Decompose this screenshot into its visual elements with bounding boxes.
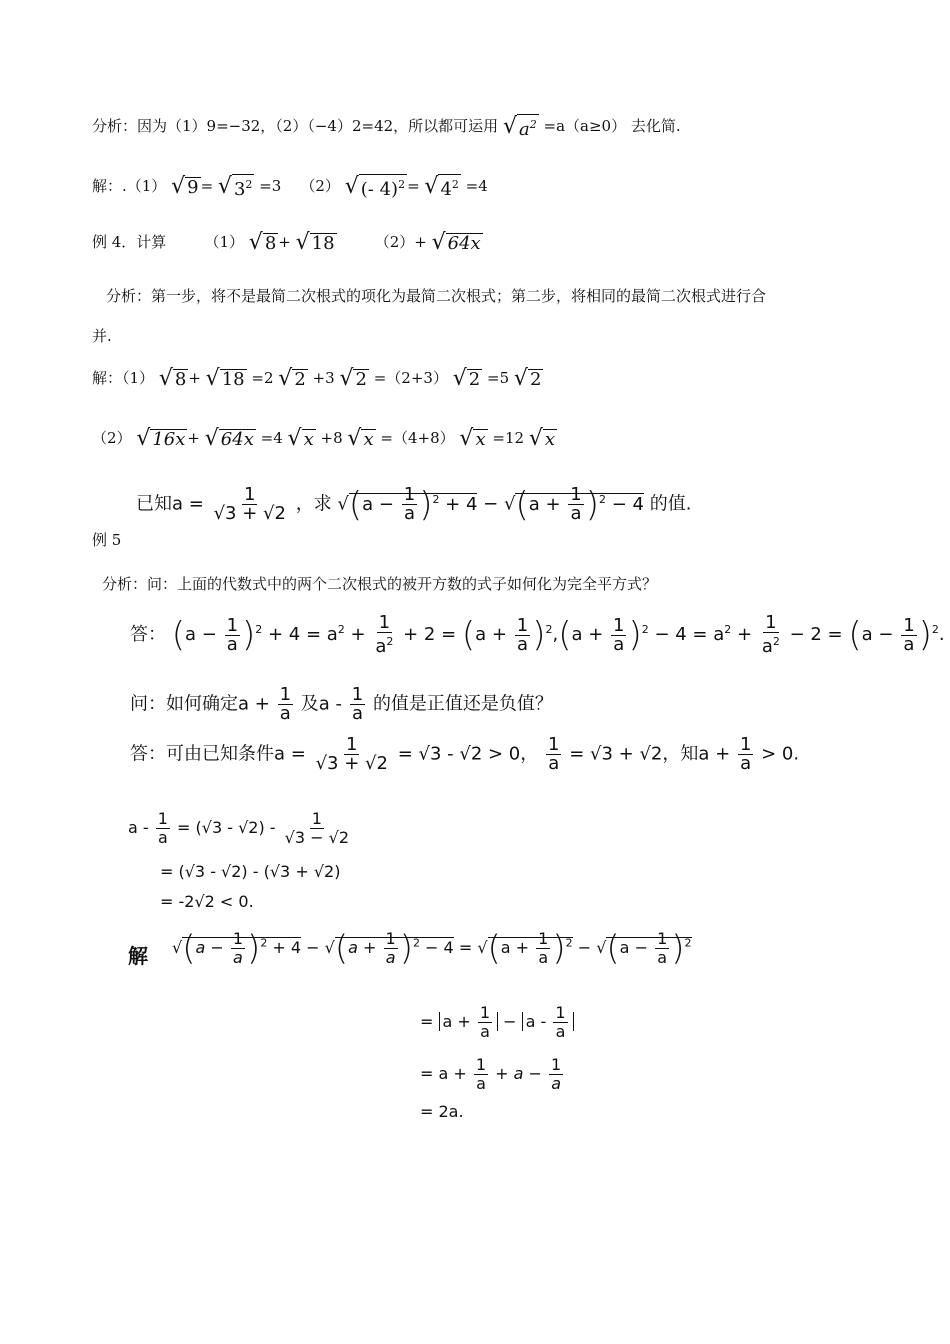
sqrt-x: √ x: [459, 426, 486, 451]
answer-label: 答：: [130, 624, 166, 645]
solution-prefix: （2）: [92, 429, 132, 447]
radical-expression: √(a − $\frac{1}{a}$ )$^2$ + 4 − √(a + $\frac{1}{a}$ )$^2$ − 4: [337, 484, 644, 525]
term: =（4+8）: [380, 429, 455, 447]
sqrt-2: √ 2: [278, 366, 306, 391]
question-2: [130, 686, 553, 723]
sqrt-8: √ 8: [158, 366, 187, 391]
answer-end: > 0.: [761, 743, 800, 765]
answer-label: 答：可由已知条件a =: [130, 743, 306, 765]
sqrt-18: √ 18: [205, 366, 245, 391]
a-frac-3: $\frac{1}{a}$: [739, 734, 752, 774]
derivation-line-1: [128, 810, 353, 847]
ask-text: ，求: [295, 493, 332, 515]
term: =4: [260, 429, 283, 447]
deriv-text: a -: [128, 818, 149, 837]
sqrt-8: √ 8: [248, 230, 277, 255]
term: +8: [320, 429, 343, 447]
solution-4-part-2: （2） √ 16x + √ 64x =4 √ x +8 √ x =（4+8） √ x =12 √ x: [92, 426, 555, 451]
sqrt-16x: √ 16x: [136, 426, 186, 451]
deriv-text: = (√3 - √2) -: [177, 818, 276, 837]
given-fraction: $\frac{1}{√3 + √2}$: [213, 484, 286, 524]
analysis-5: 分析：问：上面的代数式中的两个二次根式的被开方数的式子如何化为完全平方式？: [102, 575, 658, 593]
term: =（2+3）: [373, 369, 448, 387]
derivation-line-2: = (√3 - √2) - (√3 + √2): [160, 862, 341, 881]
deriv-frac-1: $\frac{1}{a}$: [157, 809, 168, 847]
sqrt-3sq: √ $3^2$: [217, 174, 253, 200]
derivation-line-3: = -2√2 < 0.: [160, 892, 254, 911]
sqrt-4sq: √ $4^2$: [424, 174, 459, 200]
sqrt-a2: √ $a^2$: [502, 114, 537, 140]
sqrt-2: √ 2: [513, 366, 542, 391]
final-label: 解: [128, 944, 148, 968]
part-2: （2）+: [374, 233, 427, 251]
sqrt-neg4sq: √ (- 4)$^2$: [344, 174, 406, 200]
answer-1: [130, 614, 945, 656]
solution-line-2: 解：.（1） √ 9 = √ $3^2 =3$ （2） √ (- 4)$^2$ = √ $4^2 =4$: [92, 174, 488, 200]
tail-text: 的值.: [649, 493, 692, 515]
analysis-line-1: [92, 114, 681, 140]
given-text: 已知a =: [136, 493, 204, 515]
final-line-3: = a + $\frac{1}{a}$ + a − $\frac{1}{a}$: [420, 1055, 562, 1093]
sqrt-2: √ 2: [452, 366, 481, 391]
term: =2: [251, 369, 274, 387]
term: =12: [492, 429, 525, 447]
sqrt-x: √ x: [287, 426, 314, 451]
analysis-after: =a（a≥0） 去化简.: [543, 117, 681, 135]
final-line-2: = a + $\frac{1}{a}$ − a - $\frac{1}{a}$: [420, 1004, 574, 1041]
sqrt-x: √ x: [347, 426, 374, 451]
example-4-label: 例 4．计算: [92, 233, 167, 251]
example-5-statement: [136, 486, 691, 523]
example-4-line: 例 4．计算 （1） √ 8 + √ 18 （2）+ √ 64x: [92, 230, 481, 255]
solution-prefix: 解：（1）: [92, 369, 155, 387]
answer-1-expression: (a − $\frac{1}{a}$ )$^2 + 4 = a^2$ + $\frac{1}{a^2}$ + 2 = (a + $\frac{1}{a}$ )$^2$,(a + $\frac{1}{a}$ )$^2 - 4 = a^2$ + $\frac{1}{a^2}$ − 2 = (a − $\frac{1}{a}$ )$^2$.: [171, 612, 945, 657]
part-1: （1）: [204, 233, 245, 251]
analysis-4-line-1: 分析：第一步，将不是最简二次根式的项化为最简二次根式；第二步，将相同的最简二次根式进行合: [106, 287, 767, 305]
sqrt-18: √ 18: [295, 230, 335, 255]
final-line-1: √(a − $\frac{1}{a}$ )$^2$ + 4 − √(a + $\frac{1}{a}$ )$^2$ − 4 = √(a + $\frac{1}{a}$ )$^2$ − √(a − $\frac{1}{a}$ )$^2$: [172, 928, 692, 969]
q-frac-2: $\frac{1}{a}$: [351, 684, 364, 724]
sqrt-2: √ 2: [339, 366, 367, 391]
sqrt-64x: √ 64x: [431, 230, 481, 255]
analysis-text: 分析：因为（1）9=−32，（2）（−4）2=42，所以都可运用: [92, 117, 499, 135]
final-line-4: = 2a.: [420, 1102, 464, 1121]
solution-4-part-1: 解：（1） √ 8 + √ 18 =2 √ 2 +3 √ 2 =（2+3） √ 2 =5 √ 2: [92, 366, 542, 391]
eq-3: =3: [259, 177, 282, 195]
q-text-3: 的值是正值还是负值？: [372, 693, 553, 715]
answer-2: [130, 736, 799, 773]
a-frac-2: $\frac{1}{a}$: [548, 734, 560, 774]
a-frac-1: $\frac{1}{√3 + √2}$: [315, 734, 388, 774]
answer-mid-2: = √3 + √2，知a +: [569, 743, 731, 765]
sqrt-64x: √ 64x: [204, 426, 254, 451]
q-frac-1: $\frac{1}{a}$: [279, 684, 292, 724]
answer-mid: = √3 - √2 > 0，: [397, 743, 539, 765]
sqrt-x: √ x: [528, 426, 555, 451]
term: =5: [487, 369, 510, 387]
solution-prefix: 解：.（1）: [92, 177, 167, 195]
q-text-1: 问：如何确定a +: [130, 693, 270, 715]
sqrt-9: √ 9: [171, 174, 199, 199]
deriv-frac-2: $\frac{1}{√3 - √2}$: [284, 809, 349, 847]
example-5-label: 例 5: [92, 531, 122, 549]
part-2: （2）: [300, 177, 340, 195]
eq-4: =4: [465, 177, 488, 195]
term: +3: [312, 369, 335, 387]
analysis-4-line-2: 并.: [92, 327, 112, 345]
q-text-2: 及a -: [300, 693, 343, 715]
